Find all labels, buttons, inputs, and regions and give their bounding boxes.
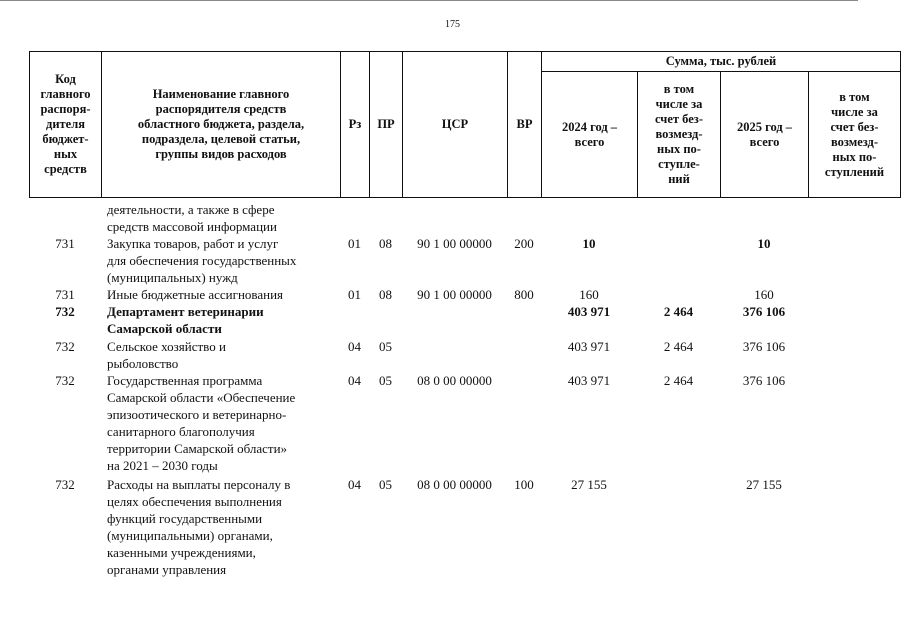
row-sum-2024: 27 155 (571, 477, 607, 492)
row-name: Государственная программа Самарской области «Обеспечение эпизоотического и ветеринарно- санитарного благополучия территории Самарской области» на 2021 – 2030 годы (107, 373, 296, 473)
header-2025-free: в том числе за счет без- возмезд- ных по- ступлений (809, 72, 901, 198)
row-name: Иные бюджетные ассигнования (107, 287, 284, 302)
row-pr: 05 (379, 373, 392, 388)
row-pr: 08 (379, 236, 392, 251)
page-top-rule (0, 0, 858, 1)
row-rz: 04 (348, 477, 361, 492)
row-csr: 08 0 00 00000 (417, 477, 492, 492)
row-code: 732 (55, 373, 75, 388)
row-pr: 08 (379, 287, 392, 302)
row-rz: 04 (348, 339, 361, 354)
row-free-2024: 2 464 (663, 339, 694, 354)
row-code: 732 (55, 339, 75, 354)
header-csr: ЦСР (403, 52, 508, 198)
row-sum-2025: 10 (757, 236, 771, 251)
row-sum-2025: 376 106 (742, 339, 786, 354)
row-code: 732 (55, 477, 75, 492)
page-number: 175 (445, 19, 460, 30)
row-sum-2025: 160 (754, 287, 774, 302)
header-2024-free: в том числе за счет без- возмезд- ных по- ступле- ний (638, 72, 721, 198)
header-rz: Рз (341, 52, 370, 198)
header-pr: ПР (370, 52, 403, 198)
row-name: деятельности, а также в сфере средств массовой информации (107, 202, 277, 234)
table-header (29, 51, 901, 198)
row-vr: 200 (514, 236, 534, 251)
row-name: Департамент ветеринарии Самарской области (107, 304, 264, 336)
row-pr: 05 (379, 339, 392, 354)
row-rz: 04 (348, 373, 361, 388)
header-sum: Сумма, тыс. рублей (542, 52, 901, 72)
row-free-2024: 2 464 (663, 373, 694, 388)
row-rz: 01 (348, 236, 361, 251)
header-vr: ВР (508, 52, 542, 198)
row-name: Сельское хозяйство и рыболовство (107, 339, 226, 371)
header-2024-total: 2024 год – всего (542, 72, 638, 198)
row-code: 731 (55, 236, 75, 251)
row-code: 731 (55, 287, 75, 302)
row-free-2024: 2 464 (663, 304, 694, 319)
row-name: Расходы на выплаты персоналу в целях обеспечения выполнения функций государственными (муниципальными) органами, казенными учреждениями, органами управления (107, 477, 291, 577)
row-vr: 800 (514, 287, 534, 302)
row-sum-2025: 376 106 (742, 304, 786, 319)
row-sum-2024: 403 971 (567, 339, 611, 354)
row-pr: 05 (379, 477, 392, 492)
header-code: Код главного распоря- дителя бюджет- ных средств (30, 52, 102, 198)
row-csr: 90 1 00 00000 (417, 287, 492, 302)
header-name: Наименование главного распорядителя средств областного бюджета, раздела, подраздела, целевой статьи, группы видов расходов (102, 52, 341, 198)
row-sum-2024: 403 971 (567, 304, 611, 319)
row-sum-2024: 403 971 (567, 373, 611, 388)
row-name: Закупка товаров, работ и услуг для обеспечения государственных (муниципальных) нужд (107, 236, 297, 285)
row-rz: 01 (348, 287, 361, 302)
row-sum-2024: 10 (582, 236, 596, 251)
row-sum-2025: 27 155 (746, 477, 782, 492)
row-sum-2024: 160 (579, 287, 599, 302)
row-csr: 90 1 00 00000 (417, 236, 492, 251)
row-sum-2025: 376 106 (742, 373, 786, 388)
row-csr: 08 0 00 00000 (417, 373, 492, 388)
header-2025-total: 2025 год – всего (721, 72, 809, 198)
row-vr: 100 (514, 477, 534, 492)
row-code: 732 (55, 304, 75, 319)
